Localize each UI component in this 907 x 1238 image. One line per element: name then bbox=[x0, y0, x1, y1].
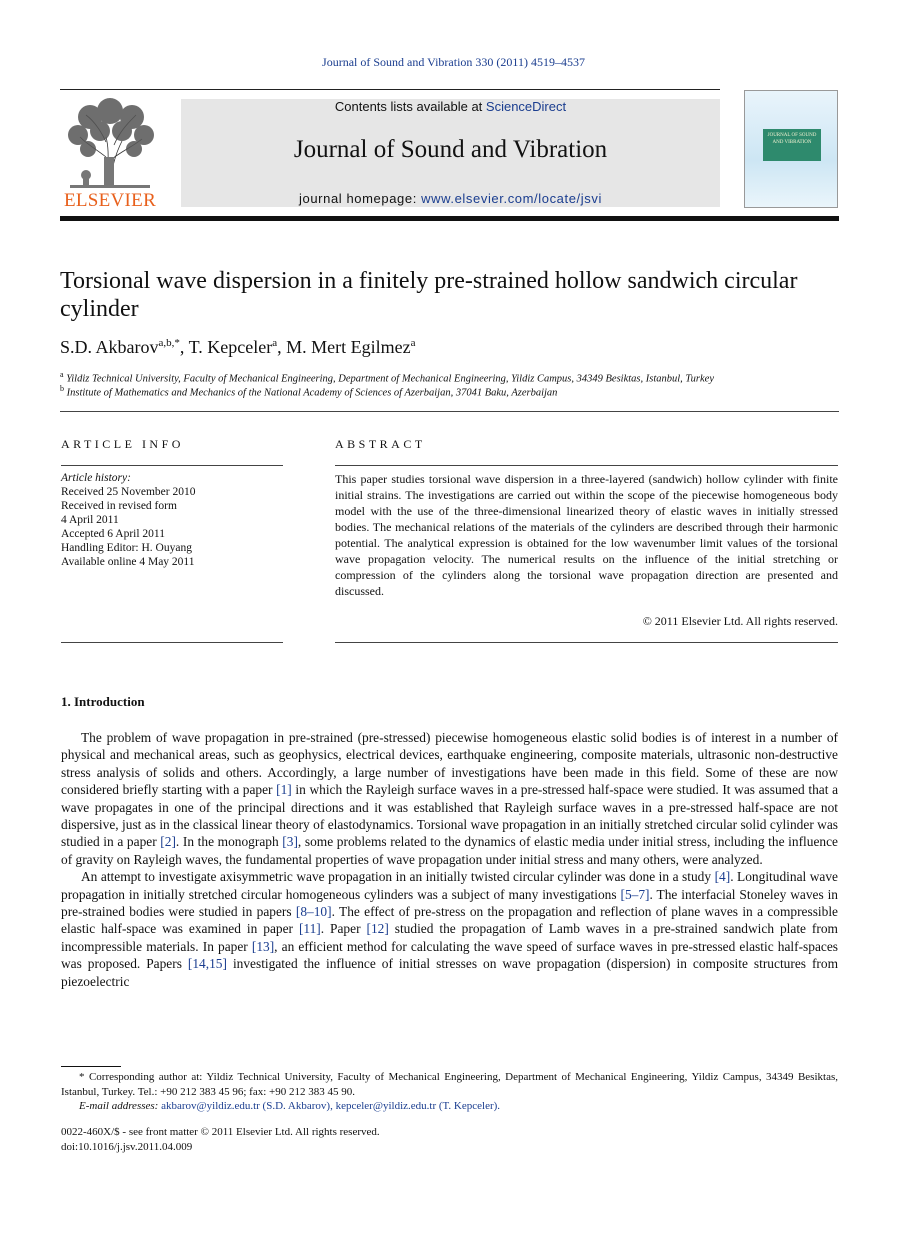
header-top-rule bbox=[60, 89, 720, 90]
history-line: Available online 4 May 2011 bbox=[61, 556, 195, 568]
affiliation-a bbox=[60, 370, 839, 385]
abstract-bottom-rule bbox=[335, 642, 838, 643]
abstract-text: This paper studies torsional wave dispersion in a three-layered (sandwich) hollow cylinder with finite initial strains. The investigations are carried out within the scope of the piecewise homogeneous body model with the use of the three-dimensional linearized theory of elastic waves in initially stressed bodies. The mechanical relations of the materials of the cylinders are described through their harmonic potential. The analytical expression is obtained for the low wavenumber limit values of the torsional wave propagation velocity. The numerical results on the influence of the initial stretching or compression of the cylinders along the torsional wave propagation direction are presented and discussed. bbox=[335, 472, 838, 598]
reference-link[interactable]: [12] bbox=[366, 921, 389, 937]
author-separator: , bbox=[179, 337, 189, 357]
reference-link[interactable]: [4] bbox=[714, 869, 731, 885]
history-line: Received 25 November 2010 bbox=[61, 486, 196, 498]
reference-link[interactable]: [5–7] bbox=[620, 886, 650, 902]
reference-link[interactable]: [3] bbox=[282, 834, 298, 850]
article-info-label: ARTICLE INFO bbox=[61, 437, 184, 451]
history-line: Handling Editor: H. Ouyang bbox=[61, 542, 192, 554]
paragraph-text: investigated the influence of initial stresses on wave propagation (dispersion) in composite structures from piezoelectric bbox=[61, 956, 838, 989]
article-history bbox=[61, 471, 283, 569]
header-bottom-rule bbox=[60, 216, 839, 221]
reference-link[interactable]: [14,15] bbox=[187, 956, 227, 972]
email-addresses[interactable]: akbarov@yildiz.edu.tr (S.D. Akbarov), kepceler@yildiz.edu.tr (T. Kepceler). bbox=[161, 1100, 501, 1112]
doi-line[interactable]: doi:10.1016/j.jsv.2011.04.009 bbox=[61, 1140, 193, 1153]
affiliation-text: Yildiz Technical University, Faculty of Mechanical Engineering, Department of Mechanical Engineering, Yildiz Campus, 34349 Besiktas, Istanbul, Turkey bbox=[66, 373, 714, 385]
abstract-copyright: © 2011 Elsevier Ltd. All rights reserved. bbox=[642, 614, 838, 628]
homepage-line bbox=[181, 191, 720, 206]
footnote-rule bbox=[61, 1066, 121, 1067]
introduction-paragraph bbox=[61, 868, 838, 990]
contents-line bbox=[181, 99, 720, 114]
contents-prefix: Contents lists available at bbox=[334, 99, 486, 114]
affiliation-mark: a bbox=[60, 370, 64, 379]
issn-line: 0022-460X/$ - see front matter © 2011 Elsevier Ltd. All rights reserved. bbox=[61, 1126, 380, 1138]
reference-link[interactable]: [11] bbox=[298, 921, 321, 937]
article-info-bottom-rule bbox=[61, 642, 283, 643]
journal-title: Journal of Sound and Vibration bbox=[293, 136, 608, 163]
history-line: Received in revised form bbox=[61, 500, 177, 512]
reference-link[interactable]: [13] bbox=[251, 938, 275, 954]
email-line bbox=[61, 1099, 838, 1114]
affiliation-mark: b bbox=[60, 384, 64, 393]
email-label: E-mail addresses: bbox=[79, 1100, 159, 1112]
paragraph-text: , an efficient method for calculating the wave speed of surface waves in pre-stressed elastic half-spaces was proposed. Papers bbox=[61, 938, 838, 972]
homepage-prefix: journal homepage: bbox=[299, 191, 422, 206]
reference-link[interactable]: [2] bbox=[160, 834, 176, 850]
sciencedirect-link[interactable]: ScienceDirect bbox=[485, 99, 567, 114]
author-name[interactable]: M. Mert Egilmez bbox=[286, 337, 411, 357]
paragraph-text: . The interfacial Stoneley waves in pre-strained bodies were studied in papers bbox=[61, 886, 838, 920]
reference-link[interactable]: [8–10] bbox=[295, 904, 332, 920]
history-line: Accepted 6 April 2011 bbox=[61, 528, 166, 540]
affiliation-b bbox=[60, 384, 839, 399]
paragraph-text: in which the Rayleigh surface waves in a pre-stressed half-space were studied. It was assumed that a wave propagates in one of the principal directions and it was established that Rayleigh surface waves in a pre-stressed half-space are not dispersive, just as in the classical linear theory of elastodynamics. Torsional wave propagation in an initially stretched circular solid cylinder was studied in a paper bbox=[61, 782, 839, 850]
journal-citation[interactable]: Journal of Sound and Vibration 330 (2011) 4519–4537 bbox=[322, 55, 585, 69]
front-matter bbox=[61, 1125, 838, 1154]
abstract-label: ABSTRACT bbox=[335, 437, 426, 451]
elsevier-wordmark: ELSEVIER bbox=[63, 190, 157, 211]
paragraph-text: . Longitudinal wave propagation in initially stretched circular homogeneous cylinders was a subject of many investigations bbox=[61, 869, 838, 902]
journal-homepage-link[interactable]: www.elsevier.com/locate/jsvi bbox=[421, 191, 602, 206]
paragraph-text: , some problems related to the dynamics of elastic media under initial stress, including the influence of gravity on Rayleigh waves, the fundamental properties of wave propagation under initial stress and many others, were analyzed. bbox=[61, 834, 838, 867]
reference-link[interactable]: [1] bbox=[276, 782, 292, 798]
introduction-paragraph bbox=[61, 729, 838, 868]
abstract-top-rule bbox=[335, 465, 838, 466]
affiliation-text: Institute of Mathematics and Mechanics of the National Academy of Sciences of Azerbaijan, 37041 Baku, Azerbaijan bbox=[66, 387, 558, 399]
history-line: 4 April 2011 bbox=[61, 514, 119, 526]
author-affil-mark[interactable]: a bbox=[272, 337, 278, 349]
history-label: Article history: bbox=[61, 472, 131, 484]
author-name[interactable]: T. Kepceler bbox=[188, 337, 273, 357]
introduction-body bbox=[61, 729, 838, 990]
author-affil-mark[interactable]: a,b,* bbox=[158, 337, 180, 349]
section-heading-introduction: 1. Introduction bbox=[61, 694, 145, 709]
paragraph-text: . The effect of pre-stress on the propagation and reflection of plane waves in a compressible elastic half-space was examined in paper bbox=[61, 904, 838, 937]
paragraph-text: . In the monograph bbox=[175, 834, 283, 850]
paragraph-text: . Paper bbox=[320, 921, 367, 937]
corresponding-author-note: * Corresponding author at: Yildiz Technical University, Faculty of Mechanical Engineering, Department of Mechanical Engineering, Yildiz Campus, 34349 Besiktas, Istanbul, Turkey. Tel.: +90 212 383 45 96; fax: +90 212 383 45 90. bbox=[61, 1071, 838, 1098]
paragraph-text: An attempt to investigate axisymmetric wave propagation in an initially twisted circular cylinder was done in a study bbox=[81, 869, 715, 885]
paragraph-text: studied the propagation of Lamb waves in a pre-strained sandwich plate from incompressible materials. In paper bbox=[61, 921, 838, 954]
paragraph-text: The problem of wave propagation in pre-strained (pre-stressed) piecewise homogeneous elastic solid bodies is of interest in a number of physical and mechanical areas, such as geophysics, electrical devices, earthquake engineering, composite materials, ultrasonic non-destructive stress analysis of solids and others. Accordingly, a large number of investigations have been made in this field. Some of these are now considered briefly starting with a paper bbox=[61, 730, 838, 798]
author-affil-mark[interactable]: a bbox=[410, 337, 416, 349]
affiliation-rule bbox=[60, 411, 839, 412]
author-name[interactable]: S.D. Akbarov bbox=[60, 337, 159, 357]
author-list bbox=[60, 337, 839, 358]
author-separator: , bbox=[277, 337, 287, 357]
journal-cover-thumbnail[interactable] bbox=[744, 90, 838, 208]
article-title: Torsional wave dispersion in a finitely pre-strained hollow sandwich circular cylinder bbox=[60, 268, 798, 322]
corresponding-author-footnote bbox=[61, 1070, 838, 1114]
cover-title: JOURNAL OF SOUND AND VIBRATION bbox=[763, 129, 821, 161]
article-info-top-rule bbox=[61, 465, 283, 466]
